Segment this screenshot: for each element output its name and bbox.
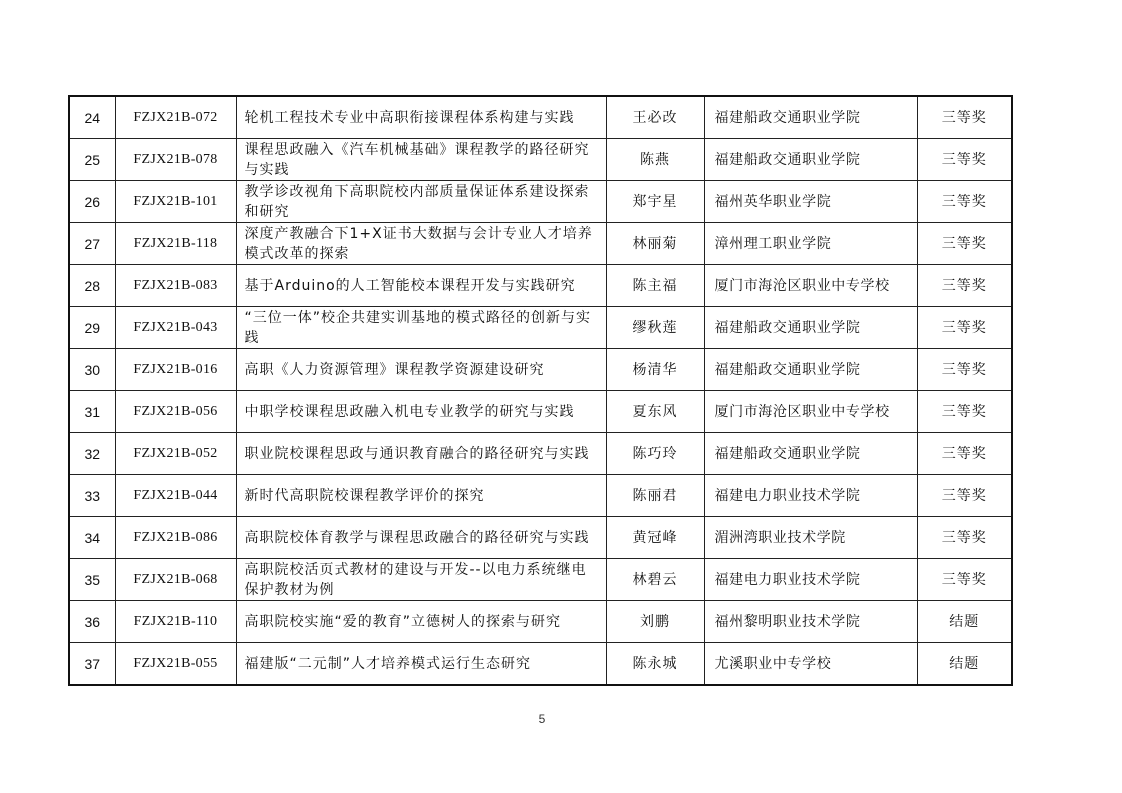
row-number-cell: 31	[69, 391, 115, 433]
school-cell: 福州英华职业学院	[704, 181, 917, 223]
project-title-cell: “三位一体”校企共建实训基地的模式路径的创新与实践	[236, 307, 606, 349]
row-number-cell: 29	[69, 307, 115, 349]
school-cell: 福建船政交通职业学院	[704, 349, 917, 391]
school-cell: 福建船政交通职业学院	[704, 307, 917, 349]
author-cell: 陈丽君	[606, 475, 704, 517]
author-cell: 陈永城	[606, 643, 704, 686]
project-title-cell: 课程思政融入《汽车机械基础》课程教学的路径研究与实践	[236, 139, 606, 181]
author-cell: 陈主福	[606, 265, 704, 307]
row-number-cell: 35	[69, 559, 115, 601]
project-title-cell: 职业院校课程思政与通识教育融合的路径研究与实践	[236, 433, 606, 475]
row-number-cell: 32	[69, 433, 115, 475]
result-cell: 三等奖	[917, 223, 1012, 265]
result-cell: 结题	[917, 601, 1012, 643]
result-cell: 三等奖	[917, 307, 1012, 349]
project-title-cell: 基于Arduino的人工智能校本课程开发与实践研究	[236, 265, 606, 307]
result-cell: 三等奖	[917, 265, 1012, 307]
project-title-cell: 轮机工程技术专业中高职衔接课程体系构建与实践	[236, 96, 606, 139]
row-number-cell: 36	[69, 601, 115, 643]
table-row	[69, 139, 1012, 181]
project-code-cell: FZJX21B-056	[115, 391, 236, 433]
project-title-cell: 高职院校活页式教材的建设与开发--以电力系统继电保护教材为例	[236, 559, 606, 601]
project-code-cell: FZJX21B-044	[115, 475, 236, 517]
author-cell: 郑宇星	[606, 181, 704, 223]
school-cell: 厦门市海沧区职业中专学校	[704, 391, 917, 433]
author-cell: 刘鹏	[606, 601, 704, 643]
project-code-cell: FZJX21B-055	[115, 643, 236, 686]
author-cell: 林丽菊	[606, 223, 704, 265]
result-cell: 三等奖	[917, 349, 1012, 391]
table-row	[69, 517, 1012, 559]
project-code-cell: FZJX21B-068	[115, 559, 236, 601]
table-row	[69, 265, 1012, 307]
table-row	[69, 307, 1012, 349]
row-number-cell: 26	[69, 181, 115, 223]
project-code-cell: FZJX21B-083	[115, 265, 236, 307]
project-title-cell: 教学诊改视角下高职院校内部质量保证体系建设探索和研究	[236, 181, 606, 223]
school-cell: 福州黎明职业技术学院	[704, 601, 917, 643]
author-cell: 王必改	[606, 96, 704, 139]
result-cell: 三等奖	[917, 139, 1012, 181]
project-title-cell: 中职学校课程思政融入机电专业教学的研究与实践	[236, 391, 606, 433]
project-code-cell: FZJX21B-118	[115, 223, 236, 265]
table-row	[69, 433, 1012, 475]
project-code-cell: FZJX21B-052	[115, 433, 236, 475]
row-number-cell: 24	[69, 96, 115, 139]
author-cell: 夏东风	[606, 391, 704, 433]
result-cell: 三等奖	[917, 559, 1012, 601]
table-row	[69, 559, 1012, 601]
project-code-cell: FZJX21B-086	[115, 517, 236, 559]
result-cell: 三等奖	[917, 475, 1012, 517]
page-number: 5	[538, 712, 546, 726]
school-cell: 厦门市海沧区职业中专学校	[704, 265, 917, 307]
row-number-cell: 37	[69, 643, 115, 686]
author-cell: 林碧云	[606, 559, 704, 601]
row-number-cell: 30	[69, 349, 115, 391]
table-row	[69, 391, 1012, 433]
school-cell: 福建电力职业技术学院	[704, 559, 917, 601]
project-code-cell: FZJX21B-016	[115, 349, 236, 391]
author-cell: 陈巧玲	[606, 433, 704, 475]
result-cell: 三等奖	[917, 433, 1012, 475]
author-cell: 缪秋莲	[606, 307, 704, 349]
project-title-cell: 高职院校体育教学与课程思政融合的路径研究与实践	[236, 517, 606, 559]
row-number-cell: 34	[69, 517, 115, 559]
project-title-cell: 高职《人力资源管理》课程教学资源建设研究	[236, 349, 606, 391]
table-row	[69, 223, 1012, 265]
row-number-cell: 33	[69, 475, 115, 517]
result-cell: 三等奖	[917, 517, 1012, 559]
school-cell: 福建船政交通职业学院	[704, 433, 917, 475]
project-code-cell: FZJX21B-072	[115, 96, 236, 139]
table-row	[69, 643, 1012, 686]
project-title-cell: 高职院校实施“爱的教育”立德树人的探索与研究	[236, 601, 606, 643]
table-row	[69, 96, 1012, 139]
table-row	[69, 601, 1012, 643]
author-cell: 杨清华	[606, 349, 704, 391]
school-cell: 漳州理工职业学院	[704, 223, 917, 265]
table-row	[69, 475, 1012, 517]
project-code-cell: FZJX21B-110	[115, 601, 236, 643]
project-title-cell: 福建版“二元制”人才培养模式运行生态研究	[236, 643, 606, 686]
awards-table-body	[69, 96, 1012, 685]
result-cell: 三等奖	[917, 96, 1012, 139]
row-number-cell: 27	[69, 223, 115, 265]
project-code-cell: FZJX21B-101	[115, 181, 236, 223]
project-code-cell: FZJX21B-078	[115, 139, 236, 181]
project-code-cell: FZJX21B-043	[115, 307, 236, 349]
table-row	[69, 349, 1012, 391]
author-cell: 黄冠峰	[606, 517, 704, 559]
row-number-cell: 28	[69, 265, 115, 307]
author-cell: 陈燕	[606, 139, 704, 181]
row-number-cell: 25	[69, 139, 115, 181]
school-cell: 福建船政交通职业学院	[704, 139, 917, 181]
table-row	[69, 181, 1012, 223]
result-cell: 三等奖	[917, 181, 1012, 223]
project-title-cell: 深度产教融合下1+X证书大数据与会计专业人才培养模式改革的探索	[236, 223, 606, 265]
result-cell: 三等奖	[917, 391, 1012, 433]
school-cell: 尤溪职业中专学校	[704, 643, 917, 686]
result-cell: 结题	[917, 643, 1012, 686]
school-cell: 湄洲湾职业技术学院	[704, 517, 917, 559]
project-title-cell: 新时代高职院校课程教学评价的探究	[236, 475, 606, 517]
school-cell: 福建船政交通职业学院	[704, 96, 917, 139]
school-cell: 福建电力职业技术学院	[704, 475, 917, 517]
awards-table	[68, 95, 1013, 686]
